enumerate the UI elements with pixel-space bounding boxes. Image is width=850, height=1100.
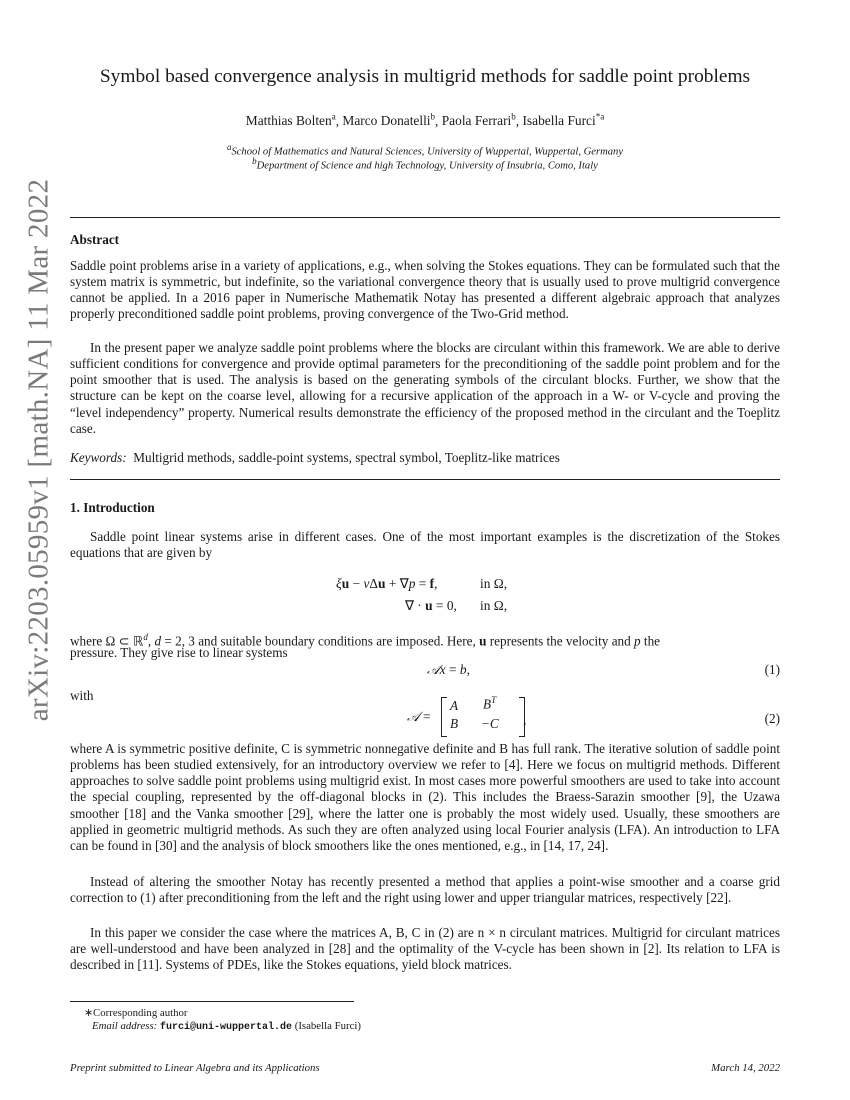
equation-linear-system: 𝒜x = b,: [427, 662, 470, 678]
intro-paragraph: Instead of altering the smoother Notay has recently presented a method that applies a point-wise smoother and a coarse grid correction to (1) after preconditioning from the left and the right using lower and upper triangular matrices, respectively [22].: [70, 874, 780, 906]
stokes-equation-momentum: ξu − νΔu + ∇p = f,: [336, 576, 438, 591]
abstract-heading: Abstract: [70, 232, 120, 247]
footer-preprint-note: Preprint submitted to Linear Algebra and its Applications: [70, 1062, 320, 1074]
header-divider: [70, 217, 780, 218]
keywords: Keywords: Multigrid methods, saddle-point systems, spectral symbol, Toeplitz-like matrices: [70, 450, 560, 465]
footnote-email: Email address: furci@uni-wuppertal.de (Isabella Furci): [92, 1020, 361, 1033]
author: Isabella Furci$^{*a}$: [522, 112, 605, 129]
abstract-paragraph: Saddle point problems arise in a variety of applications, e.g., when solving the Stokes equations. They can be formulated such that the system matrix is symmetric, but indefinite, so the variational convergence theory that is usually used to prove multigrid convergence cannot be applied. In a 2016 paper in Numerische Mathematik Notay has presented a different algebraic approach that analyzes properly preconditioned saddle point problems, proving convergence of the Two-Grid method.: [70, 258, 780, 322]
equation-number: (1): [764, 662, 780, 677]
arxiv-identifier-stamp: [14, 178, 64, 722]
matrix-cell-bt: $B^T$: [483, 695, 497, 712]
matrix-cell-neg-c: −C: [481, 716, 499, 731]
intro-paragraph: pressure. They give rise to linear systems: [70, 645, 288, 660]
intro-paragraph: In this paper we consider the case where the matrices A, B, C in (2) are n × n circulant matrices. Multigrid for circulant matrices are well-understood and have been analyzed in [28] and the optimality of the V-cycle has been shown in [2]. Its relation to LFA is described in [11]. Systems of PDEs, like the Stokes equations, yield block matrices.: [70, 925, 780, 973]
author: Matthias Bolten$^a$: [245, 112, 336, 129]
footer-date: March 14, 2022: [711, 1062, 780, 1074]
stokes-equation-divergence: ∇ · u = 0,: [405, 598, 457, 613]
intro-paragraph: where Ω ⊂ ℝ$^d$, d = 2, 3 and suitable boundary conditions are imposed. Here, u represents the velocity and p the: [70, 632, 661, 649]
equation-block-matrix-lhs: 𝒜 =: [407, 709, 431, 725]
intro-paragraph: where A is symmetric positive definite, C is symmetric nonnegative definite and B has full rank. The iterative solution of saddle point problems has been studied extensively, for an introductory overview we refer to [4]. Here we focus on multigrid methods. Different approaches to solve saddle point problems using multigrid exist. In most cases more powerful smoothers are used to take into account the special coupling, represented by the off-diagonal blocks in (2). This includes the Braess-Sarazin smoother [9], the Uzawa smoother [18] and the Vanka smoother [29], where the latter one is probably the most widely used. Usually, these smoothers are applied in geometric multigrid methods. As such they are often analyzed using local Fourier analysis (LFA). An introduction to LFA can be found in [30] and the analysis of block smoothers like the ones mentioned, e.g., in [14, 17, 24].: [70, 741, 780, 853]
matrix-cell-b: B: [450, 716, 459, 731]
equation-number: (2): [764, 711, 780, 726]
arxiv-stamp-text: arXiv:2203.05959v1 [math.NA] 11 Mar 2022: [22, 178, 55, 722]
author: Paola Ferrari$^b$: [441, 112, 516, 129]
author-list: Matthias Bolten$^a$, Marco Donatelli$^b$, Paola Ferrari$^b$, Isabella Furci$^{*a}$: [245, 112, 605, 129]
equation-comma: ,: [523, 712, 527, 727]
intro-paragraph: Saddle point linear systems arise in different cases. One of the most important examples is the discretization of the Stokes equations that are given by: [70, 529, 780, 561]
stokes-domain-label: in Ω,: [480, 598, 508, 613]
abstract-paragraph: In the present paper we analyze saddle point problems where the blocks are circulant within this framework. We are able to derive sufficient conditions for convergence and provide optimal parameters for the preconditioning of the saddle point problem and for the point smoother that is used. The analysis is based on the generating symbols of the circulant blocks. Further, we show that the structure can be kept on the coarse level, allowing for a recursive application of the approach in a W- or V-cycle and proving the “level independency” property. Numerical results demonstrate the efficiency of the proposed method in the circulant and the Toeplitz case.: [70, 340, 780, 436]
section-heading-introduction: 1. Introduction: [70, 500, 155, 515]
stokes-domain-label: in Ω,: [480, 576, 508, 591]
affiliation: $^a$School of Mathematics and Natural Sciences, University of Wuppertal, Wuppertal, Germany: [226, 142, 624, 158]
matrix-cell-a: A: [450, 698, 459, 713]
paper-title: Symbol based convergence analysis in multigrid methods for saddle point problems: [99, 66, 751, 87]
footnote-corresponding-author: ∗Corresponding author: [84, 1007, 188, 1019]
affiliation: $^b$Department of Science and high Technology, University of Insubria, Como, Italy: [252, 156, 598, 172]
email-link[interactable]: furci@uni-wuppertal.de: [159, 1022, 293, 1033]
footnote-divider: [70, 1001, 354, 1002]
intro-text-with: with: [70, 688, 94, 703]
author: Marco Donatelli$^b$: [342, 112, 436, 129]
abstract-divider: [70, 479, 780, 480]
